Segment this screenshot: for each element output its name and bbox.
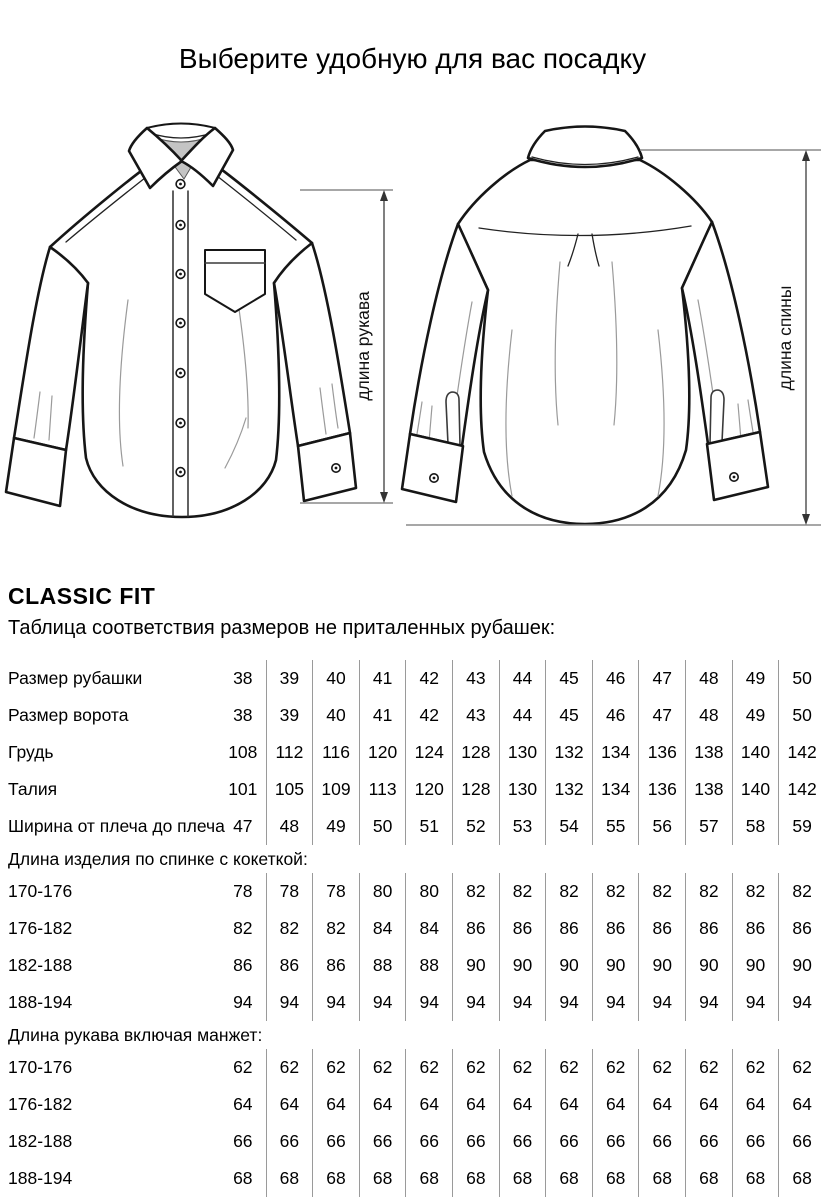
size-cell: 68 [545, 1160, 592, 1197]
size-cell: 47 [638, 660, 685, 697]
size-cell: 142 [778, 771, 825, 808]
size-cell: 94 [592, 984, 639, 1021]
size-cell: 86 [638, 910, 685, 947]
size-cell: 94 [545, 984, 592, 1021]
size-cell: 38 [233, 668, 253, 688]
size-cell: 56 [638, 808, 685, 845]
row-label: 170-176 [8, 881, 73, 901]
size-cell: 82 [685, 873, 732, 910]
size-cell: 140 [732, 734, 779, 771]
size-cell: 80 [405, 873, 452, 910]
size-cell: 39 [266, 660, 313, 697]
size-cell: 68 [452, 1160, 499, 1197]
size-cell: 94 [266, 984, 313, 1021]
size-cell: 86 [499, 910, 546, 947]
size-cell: 109 [312, 771, 359, 808]
size-cell: 130 [499, 734, 546, 771]
table-row [0, 771, 825, 808]
size-cell: 62 [452, 1049, 499, 1086]
size-cell: 45 [545, 660, 592, 697]
size-cell: 58 [732, 808, 779, 845]
row-label: Размер ворота [8, 705, 129, 725]
size-cell: 68 [499, 1160, 546, 1197]
size-cell: 40 [312, 660, 359, 697]
size-cell: 130 [499, 771, 546, 808]
size-cell: 134 [592, 771, 639, 808]
size-cell: 64 [499, 1086, 546, 1123]
size-cell: 66 [312, 1123, 359, 1160]
page-title: Выберите удобную для вас посадку [178, 43, 647, 74]
size-cell: 64 [452, 1086, 499, 1123]
size-cell: 68 [359, 1160, 406, 1197]
size-cell: 78 [312, 873, 359, 910]
size-cell: 136 [638, 771, 685, 808]
size-cell: 128 [452, 734, 499, 771]
size-cell: 90 [592, 947, 639, 984]
size-cell: 88 [359, 947, 406, 984]
size-cell: 64 [233, 1094, 253, 1114]
size-cell: 64 [266, 1086, 313, 1123]
table-row [0, 808, 825, 845]
size-cell: 94 [405, 984, 452, 1021]
size-cell: 44 [499, 660, 546, 697]
size-cell: 128 [452, 771, 499, 808]
size-cell: 138 [685, 771, 732, 808]
size-cell: 64 [405, 1086, 452, 1123]
size-cell: 48 [685, 660, 732, 697]
size-cell: 86 [312, 947, 359, 984]
table-row [0, 984, 825, 1021]
size-cell: 62 [685, 1049, 732, 1086]
size-cell: 86 [778, 910, 825, 947]
size-cell: 86 [592, 910, 639, 947]
size-cell: 86 [452, 910, 499, 947]
size-cell: 48 [685, 697, 732, 734]
size-cell: 52 [452, 808, 499, 845]
size-cell: 54 [545, 808, 592, 845]
size-cell: 64 [545, 1086, 592, 1123]
size-cell: 64 [732, 1086, 779, 1123]
size-cell: 94 [312, 984, 359, 1021]
size-cell: 82 [592, 873, 639, 910]
row-label: 188-194 [8, 992, 73, 1012]
size-cell: 116 [312, 734, 359, 771]
size-cell: 94 [778, 984, 825, 1021]
size-cell: 66 [592, 1123, 639, 1160]
table-row [0, 1160, 825, 1197]
size-table [0, 660, 825, 1197]
table-row [0, 1123, 825, 1160]
size-cell: 82 [638, 873, 685, 910]
size-cell: 90 [452, 947, 499, 984]
size-cell: 94 [452, 984, 499, 1021]
size-cell: 68 [732, 1160, 779, 1197]
size-cell: 80 [359, 873, 406, 910]
size-cell: 49 [732, 660, 779, 697]
size-cell: 94 [638, 984, 685, 1021]
size-cell: 66 [545, 1123, 592, 1160]
table-section-header: Длина рукава включая манжет: [8, 1024, 263, 1045]
size-cell: 94 [233, 992, 253, 1012]
size-cell: 82 [312, 910, 359, 947]
size-cell: 66 [405, 1123, 452, 1160]
size-cell: 105 [266, 771, 313, 808]
size-cell: 38 [233, 705, 253, 725]
table-row [0, 1086, 825, 1123]
size-cell: 66 [266, 1123, 313, 1160]
table-section-header: Длина изделия по спинке с кокеткой: [8, 848, 308, 869]
size-cell: 78 [233, 881, 253, 901]
size-cell: 62 [592, 1049, 639, 1086]
size-cell: 50 [778, 660, 825, 697]
size-cell: 68 [312, 1160, 359, 1197]
size-cell: 39 [266, 697, 313, 734]
size-cell: 86 [545, 910, 592, 947]
size-cell: 66 [638, 1123, 685, 1160]
back-length-label: длина спины [775, 285, 795, 391]
size-cell: 64 [778, 1086, 825, 1123]
size-cell: 64 [312, 1086, 359, 1123]
size-cell: 82 [778, 873, 825, 910]
size-cell: 62 [233, 1057, 253, 1077]
size-cell: 68 [685, 1160, 732, 1197]
size-cell: 66 [778, 1123, 825, 1160]
size-cell: 94 [685, 984, 732, 1021]
size-cell: 66 [359, 1123, 406, 1160]
table-row [0, 660, 825, 697]
size-cell: 66 [233, 1131, 253, 1151]
size-cell: 86 [732, 910, 779, 947]
size-cell: 66 [499, 1123, 546, 1160]
size-cell: 90 [638, 947, 685, 984]
row-label: 188-194 [8, 1168, 73, 1188]
size-cell: 84 [405, 910, 452, 947]
size-cell: 90 [499, 947, 546, 984]
size-cell: 134 [592, 734, 639, 771]
size-cell: 41 [359, 697, 406, 734]
sleeve-length-label: длина рукава [353, 291, 373, 401]
row-label: 176-182 [8, 918, 73, 938]
size-cell: 49 [312, 808, 359, 845]
table-row [0, 1049, 825, 1086]
size-cell: 90 [545, 947, 592, 984]
size-cell: 62 [778, 1049, 825, 1086]
size-cell: 47 [233, 816, 253, 836]
size-cell: 90 [732, 947, 779, 984]
size-cell: 136 [638, 734, 685, 771]
size-cell: 45 [545, 697, 592, 734]
row-label: 182-188 [8, 955, 73, 975]
table-row [0, 873, 825, 910]
size-cell: 108 [228, 742, 258, 762]
size-cell: 68 [638, 1160, 685, 1197]
table-row [0, 910, 825, 947]
size-cell: 48 [266, 808, 313, 845]
size-cell: 68 [778, 1160, 825, 1197]
size-cell: 82 [266, 910, 313, 947]
size-cell: 50 [778, 697, 825, 734]
size-cell: 62 [266, 1049, 313, 1086]
size-cell: 42 [405, 697, 452, 734]
size-cell: 140 [732, 771, 779, 808]
size-cell: 82 [545, 873, 592, 910]
size-cell: 86 [266, 947, 313, 984]
shirt-front-drawing [6, 124, 356, 518]
size-cell: 62 [638, 1049, 685, 1086]
shirt-back-drawing [402, 127, 768, 525]
size-cell: 124 [405, 734, 452, 771]
size-cell: 82 [452, 873, 499, 910]
size-cell: 49 [732, 697, 779, 734]
size-cell: 142 [778, 734, 825, 771]
size-cell: 94 [499, 984, 546, 1021]
size-cell: 82 [233, 918, 253, 938]
size-cell: 51 [405, 808, 452, 845]
size-cell: 55 [592, 808, 639, 845]
size-cell: 68 [592, 1160, 639, 1197]
size-cell: 64 [638, 1086, 685, 1123]
size-cell: 86 [233, 955, 253, 975]
size-cell: 112 [266, 734, 313, 771]
size-cell: 66 [685, 1123, 732, 1160]
size-cell: 88 [405, 947, 452, 984]
table-row [0, 697, 825, 734]
row-label: 182-188 [8, 1131, 73, 1151]
size-cell: 138 [685, 734, 732, 771]
size-cell: 68 [405, 1160, 452, 1197]
size-cell: 66 [452, 1123, 499, 1160]
table-row [0, 947, 825, 984]
size-cell: 62 [732, 1049, 779, 1086]
size-cell: 90 [778, 947, 825, 984]
table-caption: Таблица соответствия размеров не приталенных рубашек: [8, 617, 556, 639]
size-cell: 46 [592, 660, 639, 697]
size-cell: 86 [685, 910, 732, 947]
size-cell: 132 [545, 771, 592, 808]
size-cell: 68 [266, 1160, 313, 1197]
fit-heading: CLASSIC FIT [8, 583, 156, 609]
size-cell: 43 [452, 660, 499, 697]
row-label: Грудь [8, 742, 54, 762]
size-cell: 64 [592, 1086, 639, 1123]
size-cell: 44 [499, 697, 546, 734]
size-cell: 90 [685, 947, 732, 984]
size-cell: 57 [685, 808, 732, 845]
size-cell: 42 [405, 660, 452, 697]
size-cell: 132 [545, 734, 592, 771]
size-cell: 47 [638, 697, 685, 734]
size-cell: 62 [545, 1049, 592, 1086]
size-cell: 64 [685, 1086, 732, 1123]
row-label: Размер рубашки [8, 668, 143, 688]
size-cell: 40 [312, 697, 359, 734]
row-label: Талия [8, 779, 58, 799]
size-cell: 41 [359, 660, 406, 697]
row-label: Ширина от плеча до плеча [8, 816, 225, 836]
size-cell: 62 [359, 1049, 406, 1086]
size-cell: 53 [499, 808, 546, 845]
row-label: 176-182 [8, 1094, 73, 1114]
size-cell: 94 [359, 984, 406, 1021]
size-cell: 84 [359, 910, 406, 947]
size-cell: 68 [233, 1168, 253, 1188]
size-cell: 43 [452, 697, 499, 734]
size-cell: 62 [405, 1049, 452, 1086]
size-cell: 62 [312, 1049, 359, 1086]
size-cell: 101 [228, 779, 258, 799]
size-cell: 66 [732, 1123, 779, 1160]
size-cell: 78 [266, 873, 313, 910]
size-cell: 120 [359, 734, 406, 771]
size-cell: 46 [592, 697, 639, 734]
size-cell: 82 [732, 873, 779, 910]
table-row [0, 734, 825, 771]
size-cell: 59 [778, 808, 825, 845]
size-cell: 64 [359, 1086, 406, 1123]
size-cell: 120 [405, 771, 452, 808]
size-cell: 94 [732, 984, 779, 1021]
row-label: 170-176 [8, 1057, 73, 1077]
size-cell: 62 [499, 1049, 546, 1086]
shirt-diagrams [0, 100, 825, 540]
size-cell: 113 [359, 771, 406, 808]
size-cell: 50 [359, 808, 406, 845]
size-cell: 82 [499, 873, 546, 910]
